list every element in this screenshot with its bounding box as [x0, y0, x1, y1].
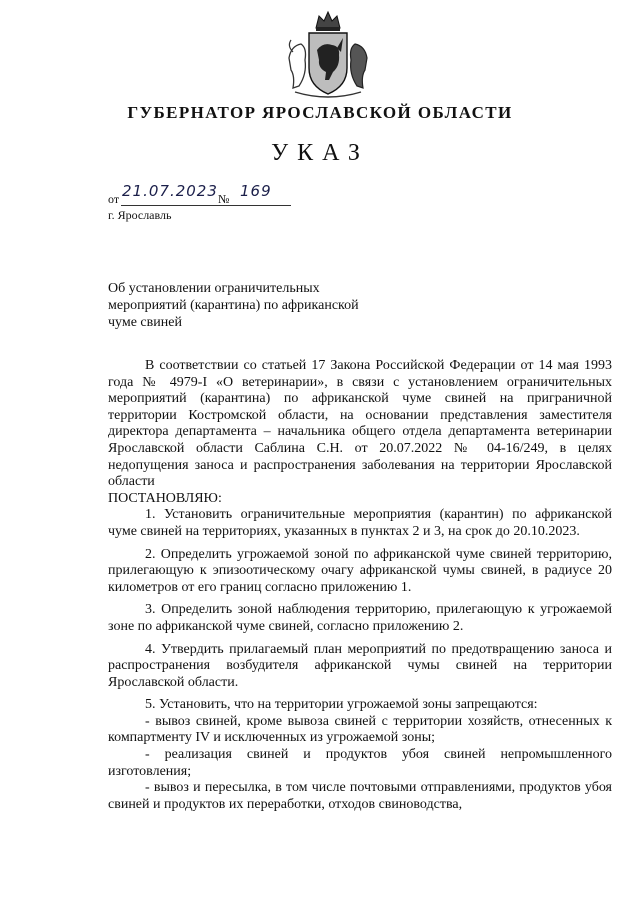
coat-of-arms-emblem — [283, 8, 373, 100]
item-4: 4. Утвердить прилагаемый план мероприятий по предотвращению заноса и распространения возбудителя африканской чумы свиней на территории Ярославской области. — [108, 641, 612, 690]
subitem-1: - вывоз свиней, кроме вывоза свиней с территории хозяйств, отнесенных к компартменту IV и исключенных из угрожаемой зоны; — [108, 713, 612, 746]
date-number-line — [108, 182, 298, 208]
document-type-title: УКАЗ — [271, 140, 369, 166]
preamble-paragraph: В соответствии со статьей 17 Закона Российской Федерации от 14 мая 1993 года № 4979-I «О ветеринарии», в связи с установлением ограничительных мероприятий (карантина) по африканской чуме свиней на приграничной территории Костромской области, на основании представления заместителя директора департамента – начальника общего отдела департамента ветеринарии Ярославской области Саблина С.Н. от 20.07.2022 № 04-16/249, в целях недопущения заноса и распространения заболевания на территории Ярославской области — [108, 358, 612, 490]
item-3: 3. Определить зоной наблюдения территорию, прилегающую к угрожаемой зоне по африканской чуме свиней, согласно приложению 2. — [108, 602, 612, 634]
handwritten-date: 21.07.2023 — [122, 182, 218, 200]
issuer-title: ГУБЕРНАТОР ЯРОСЛАВСКОЙ ОБЛАСТИ — [127, 103, 513, 122]
decree-body — [108, 358, 612, 813]
decree-subject: Об установлении ограничительных мероприятий (карантина) по африканской чуме свиней — [108, 281, 359, 330]
decree-word: ПОСТАНОВЛЯЮ: — [108, 490, 222, 506]
item-2: 2. Определить угрожаемой зоной по африканской чуме свиней территорию, прилегающую к эпизоотическому очагу африканской чумы свиней, в радиусе 20 километров от его границ согласно приложению 1. — [108, 546, 612, 595]
city-line: г. Ярославль — [108, 208, 172, 222]
item-1: 1. Установить ограничительные мероприятия (карантин) по африканской чуме свиней на территориях, указанных в пунктах 2 и 3, на срок до 20.10.2023. — [108, 507, 612, 539]
handwritten-number: 169 — [240, 182, 272, 200]
date-prefix: от — [108, 192, 120, 206]
subitem-3: - вывоз и пересылка, в том числе почтовыми отправлениями, продуктов убоя свиней и продуктов их переработки, отходов свиноводства, — [108, 780, 612, 812]
subitem-2: - реализация свиней и продуктов убоя свиней непромышленного изготовления; — [108, 747, 612, 779]
date-underline — [121, 205, 291, 206]
number-label: № — [218, 192, 230, 206]
item-5: 5. Установить, что на территории угрожаемой зоны запрещаются: — [145, 697, 538, 713]
